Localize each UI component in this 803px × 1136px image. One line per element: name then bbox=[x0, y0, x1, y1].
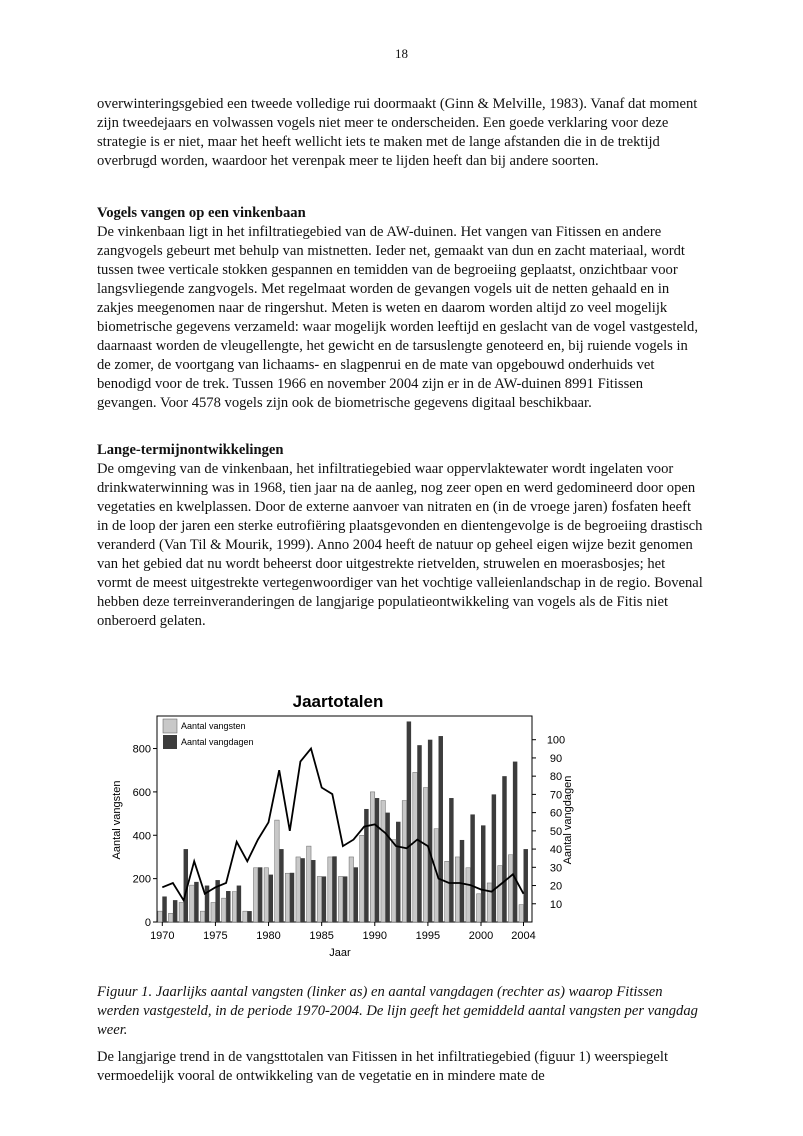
bar-vangsten bbox=[487, 883, 491, 922]
bar-vangdagen bbox=[502, 776, 506, 922]
bar-vangsten bbox=[498, 866, 502, 922]
bar-vangdagen bbox=[279, 849, 283, 922]
bar-vangdagen bbox=[311, 860, 315, 922]
section-vinkenbaan bbox=[97, 204, 703, 413]
y-tick-label-right: 100 bbox=[546, 734, 566, 747]
bar-vangdagen bbox=[247, 911, 251, 922]
bar-vangdagen bbox=[460, 840, 464, 922]
y-axis-label-right: Aantal vangdagen bbox=[562, 775, 574, 865]
bar-vangsten bbox=[232, 892, 236, 922]
bar-vangsten bbox=[445, 861, 449, 922]
y-tick-label-left: 200 bbox=[132, 873, 151, 886]
bar-vangdagen bbox=[258, 867, 262, 922]
bar-vangdagen bbox=[300, 858, 304, 922]
bar-vangdagen bbox=[407, 721, 411, 922]
section-lange-termijn bbox=[97, 441, 703, 631]
y-tick-label-right: 60 bbox=[549, 807, 563, 820]
bar-vangdagen bbox=[524, 849, 528, 922]
paragraph-1-text: overwinteringsgebied een tweede volledige rui doormaakt (Ginn & Melville, 1983). Vanaf dat moment zijn tweedejaars en volwassen vogels niet meer te onderscheiden. Een goede verklaring voor deze strategie is er niet, maar het heeft wellicht iets te maken met de lange afstanden die in de trektijd overbrugd worden, waardoor het verenpak meer te lijden heeft dan bij andere soorten. bbox=[97, 96, 698, 169]
bar-vangsten bbox=[275, 820, 279, 922]
bar-vangsten bbox=[190, 885, 194, 922]
bar-vangdagen bbox=[481, 825, 485, 922]
y-tick-label-right: 20 bbox=[549, 880, 563, 893]
bar-vangdagen bbox=[417, 745, 421, 922]
bar-vangsten bbox=[200, 911, 204, 922]
bar-vangsten bbox=[381, 801, 385, 922]
closing-paragraph: De langjarige trend in de vangsttotalen van Fitissen in het infiltratiegebied (figuur 1) weerspiegelt vermoedelijk vooral de ontwikkeling van de vegetatie en in mindere mate de bbox=[97, 1049, 669, 1084]
chart-legend bbox=[163, 719, 254, 749]
bar-vangdagen bbox=[290, 873, 294, 922]
bar-vangdagen bbox=[470, 814, 474, 922]
x-tick-label: 2004 bbox=[511, 930, 536, 942]
y-tick-label-left: 0 bbox=[144, 917, 151, 929]
bar-vangsten bbox=[317, 876, 321, 922]
bar-vangsten bbox=[307, 846, 311, 922]
x-tick-label: 1975 bbox=[203, 930, 228, 942]
y-axis-label-left: Aantal vangsten bbox=[111, 780, 123, 860]
bar-vangsten bbox=[349, 857, 353, 922]
chart-svg bbox=[100, 685, 574, 970]
y-tick-label-right: 90 bbox=[549, 752, 563, 765]
bar-vangsten bbox=[285, 873, 289, 922]
section-heading: Lange-termijnontwikkelingen bbox=[97, 442, 284, 458]
x-tick-label: 2000 bbox=[468, 930, 494, 942]
section-body: De vinkenbaan ligt in het infiltratiegebied van de AW-duinen. Het vangen van Fitissen en andere zangvogels gebeurt met behulp van mistnetten. Ieder net, gemaakt van dun en zacht materiaal, wordt tussen twee verticale stokken gespannen en temidden van de begroeiing geplaatst, onzichtbaar voor langsvliegende zangvogels. Met regelmaat worden de gevangen vogels uit de netten gehaald en in zakjes meegenomen naar de ringershut. Meten is weten en daarom worden altijd zo veel mogelijk biometrische gegevens verzameld: waar mogelijk worden leeftijd en geslacht van de vogel vastgesteld, daarnaast worden de vleugellengte, het gewicht en de tarsuslengte genoteerd en, bij ruiende vogels in de zomer, de voortgang van lichaams- en slagpenrui en de mate van opgebouwd onderhuids vet benodigd voor de trek. Tussen 1966 en november 2004 zijn er in de AW-duinen 8991 Fitissen gevangen. Voor 4578 vogels zijn ook de biometrische gegevens digitaal beschikbaar. bbox=[97, 224, 698, 411]
x-axis-label: Jaar bbox=[329, 947, 351, 959]
x-tick-label: 1970 bbox=[150, 930, 175, 942]
y-tick-label-right: 80 bbox=[549, 771, 563, 784]
bar-vangdagen bbox=[428, 740, 432, 922]
y-tick-label-left: 400 bbox=[132, 830, 151, 843]
x-tick-label: 1990 bbox=[362, 930, 388, 942]
bar-vangsten bbox=[179, 902, 183, 922]
bar-vangsten bbox=[264, 868, 268, 922]
page-number: 18 bbox=[395, 46, 408, 61]
y-tick-label-right: 30 bbox=[549, 862, 563, 875]
bar-vangsten bbox=[392, 840, 396, 922]
bar-vangdagen bbox=[375, 798, 379, 922]
bar-vangsten bbox=[477, 894, 481, 922]
bar-vangsten bbox=[338, 876, 342, 922]
bar-vangsten bbox=[466, 868, 470, 922]
bar-vangsten bbox=[413, 772, 417, 922]
y-tick-label-right: 70 bbox=[549, 789, 563, 802]
bar-vangsten bbox=[455, 857, 459, 922]
bar-vangsten bbox=[508, 855, 512, 922]
bar-vangsten bbox=[253, 868, 257, 922]
bar-vangdagen bbox=[194, 882, 198, 922]
legend-label-vangsten: Aantal vangsten bbox=[181, 721, 246, 731]
figure-caption: Figuur 1. Jaarlijks aantal vangsten (linker as) en aantal vangdagen (rechter as) waarop Fitissen werden vastgesteld, in de periode 1970-2004. De lijn geeft het gemiddeld aantal vangsten per vangdag weer. bbox=[97, 984, 698, 1038]
y-tick-label-left: 800 bbox=[132, 743, 151, 756]
bar-vangsten bbox=[370, 792, 374, 922]
bar-vangdagen bbox=[269, 875, 273, 922]
y-tick-label-left: 600 bbox=[132, 786, 151, 799]
bar-vangdagen bbox=[492, 794, 496, 922]
bar-vangsten bbox=[296, 857, 300, 922]
y-tick-label-right: 10 bbox=[549, 898, 563, 911]
bar-vangdagen bbox=[162, 896, 166, 922]
bar-vangdagen bbox=[439, 736, 443, 922]
bar-vangdagen bbox=[332, 856, 336, 922]
section-heading: Vogels vangen op een vinkenbaan bbox=[97, 205, 306, 221]
legend-swatch-vangdagen bbox=[163, 735, 177, 749]
y-tick-label-right: 40 bbox=[549, 844, 563, 857]
bar-vangsten bbox=[519, 905, 523, 922]
legend-swatch-vangsten bbox=[163, 719, 177, 733]
bar-vangsten bbox=[158, 911, 162, 922]
bar-vangsten bbox=[211, 902, 215, 922]
bar-vangdagen bbox=[449, 798, 453, 922]
bar-vangdagen bbox=[237, 886, 241, 922]
bar-vangsten bbox=[423, 788, 427, 922]
bar-vangdagen bbox=[385, 813, 389, 922]
bar-vangdagen bbox=[322, 876, 326, 922]
bar-vangsten bbox=[243, 911, 247, 922]
x-tick-label: 1985 bbox=[309, 930, 334, 942]
bar-vangdagen bbox=[513, 762, 517, 922]
bar-vangdagen bbox=[343, 876, 347, 922]
y-tick-label-right: 50 bbox=[549, 825, 563, 838]
bar-vangdagen bbox=[396, 822, 400, 922]
bar-vangdagen bbox=[226, 891, 230, 922]
bar-vangdagen bbox=[354, 867, 358, 922]
figure-chart bbox=[100, 685, 574, 970]
section-body: De omgeving van de vinkenbaan, het infiltratiegebied waar oppervlaktewater wordt ingelaten voor drinkwaterwinning was in 1968, tien jaar na de aanleg, nog zeer open en werd gedomineerd door open vegetaties en kwelplassen. Door de externe aanvoer van nitraten en (in de vroege jaren) fosfaten heeft in de loop der jaren een sterke eutrofiëring plaatsgevonden en dientengevolge is de begroeiing drastisch veranderd (Van Til & Mourik, 1999). Anno 2004 heeft de natuur op geheel eigen wijze bezit genomen van het gebied dat nu wordt beheerst door uitgestrekte rietvelden, struwelen en moerasbosjes; het vormt de meest uitgestrekte vertegenwoordiger van het vochtige valleienlandschap in de regio. Bovenal hebben deze terreinveranderingen de langjarige populatieontwikkeling van vogels als de Fitis niet onberoerd gelaten. bbox=[97, 461, 703, 629]
bar-vangsten bbox=[360, 835, 364, 922]
bar-vangsten bbox=[328, 857, 332, 922]
x-tick-label: 1980 bbox=[256, 930, 281, 942]
x-tick-label: 1995 bbox=[415, 930, 441, 942]
bar-vangdagen bbox=[173, 900, 177, 922]
bar-vangsten bbox=[222, 898, 226, 922]
chart-title: Jaartotalen bbox=[292, 692, 384, 711]
bar-vangsten bbox=[168, 913, 172, 922]
bar-vangsten bbox=[402, 801, 406, 922]
legend-label-vangdagen: Aantal vangdagen bbox=[181, 737, 254, 747]
paragraph-1 bbox=[97, 95, 703, 171]
